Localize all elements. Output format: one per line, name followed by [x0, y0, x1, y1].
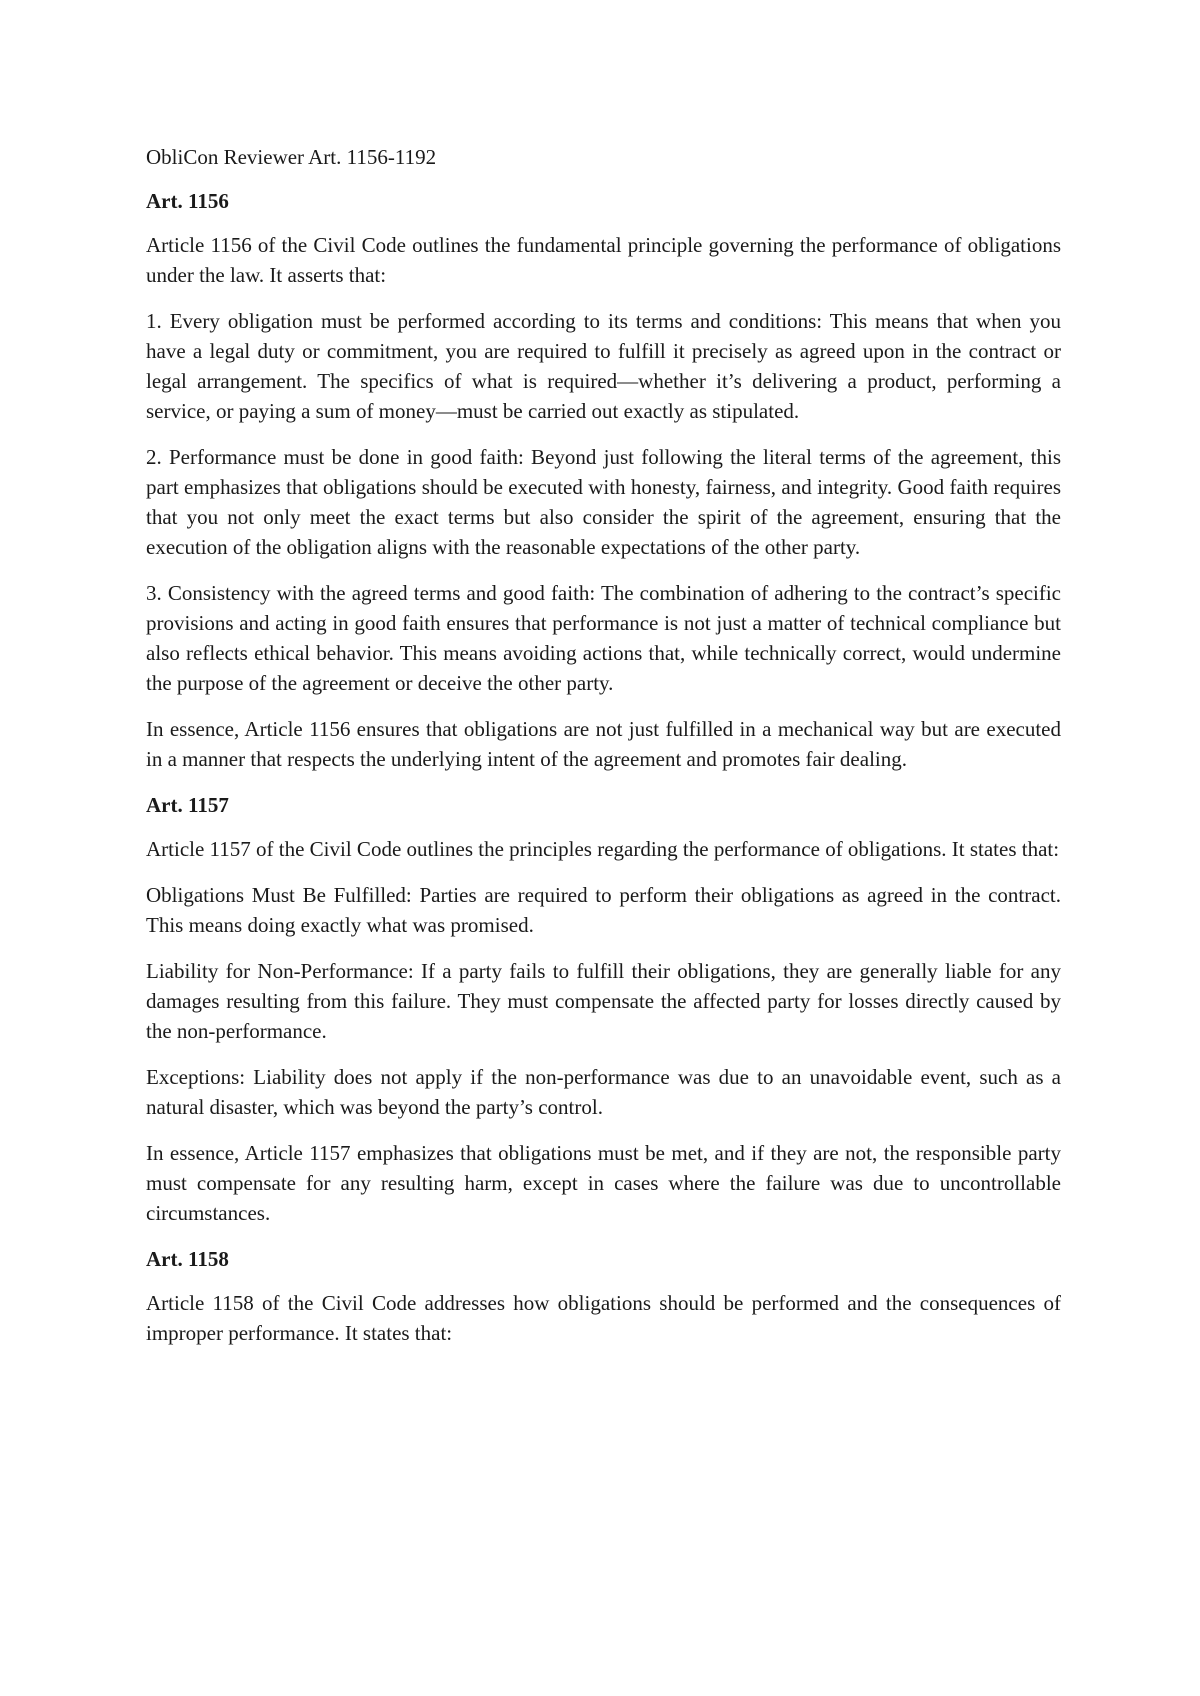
paragraph: Liability for Non-Performance: If a party fails to fulfill their obligations, they are generally liable for any damages resulting from this failure. They must compensate the affected party for losses directly caused by the non-performance.	[146, 959, 1061, 1043]
paragraph: Article 1156 of the Civil Code outlines the fundamental principle governing the performance of obligations under the law. It asserts that:	[146, 233, 1061, 287]
section-heading: Art. 1156	[146, 189, 229, 213]
section-art-1158	[146, 1244, 1061, 1348]
document-title: ObliCon Reviewer Art. 1156-1192	[146, 145, 437, 169]
document-body	[146, 142, 1061, 1364]
paragraph: In essence, Article 1156 ensures that obligations are not just fulfilled in a mechanical way but are executed in a manner that respects the underlying intent of the agreement and promotes fair dealing.	[146, 717, 1061, 771]
paragraph: Exceptions: Liability does not apply if the non-performance was due to an unavoidable event, such as a natural disaster, which was beyond the party’s control.	[146, 1065, 1061, 1119]
paragraph: 2. Performance must be done in good faith: Beyond just following the literal terms of the agreement, this part emphasizes that obligations should be executed with honesty, fairness, and integrity. Good faith requires that you not only meet the exact terms but also consider the spirit of the agreement, ensuring that the execution of the obligation aligns with the reasonable expectations of the other party.	[146, 445, 1061, 559]
section-heading: Art. 1157	[146, 793, 229, 817]
paragraph: Article 1157 of the Civil Code outlines the principles regarding the performance of obligations. It states that:	[146, 837, 1060, 861]
section-art-1157	[146, 790, 1061, 1228]
paragraph: 1. Every obligation must be performed according to its terms and conditions: This means that when you have a legal duty or commitment, you are required to fulfill it precisely as agreed upon in the contract or legal arrangement. The specifics of what is required—whether it’s delivering a product, performing a service, or paying a sum of money—must be carried out exactly as stipulated.	[146, 309, 1061, 423]
section-heading: Art. 1158	[146, 1247, 229, 1271]
section-art-1156	[146, 186, 1061, 774]
paragraph: In essence, Article 1157 emphasizes that obligations must be met, and if they are not, the responsible party must compensate for any resulting harm, except in cases where the failure was due to uncontrollable circumstances.	[146, 1141, 1061, 1225]
paragraph: 3. Consistency with the agreed terms and good faith: The combination of adhering to the contract’s specific provisions and acting in good faith ensures that performance is not just a matter of technical compliance but also reflects ethical behavior. This means avoiding actions that, while technically correct, would undermine the purpose of the agreement or deceive the other party.	[146, 581, 1061, 695]
paragraph: Obligations Must Be Fulfilled: Parties are required to perform their obligations as agreed in the contract. This means doing exactly what was promised.	[146, 883, 1061, 937]
paragraph: Article 1158 of the Civil Code addresses how obligations should be performed and the consequences of improper performance. It states that:	[146, 1291, 1061, 1345]
